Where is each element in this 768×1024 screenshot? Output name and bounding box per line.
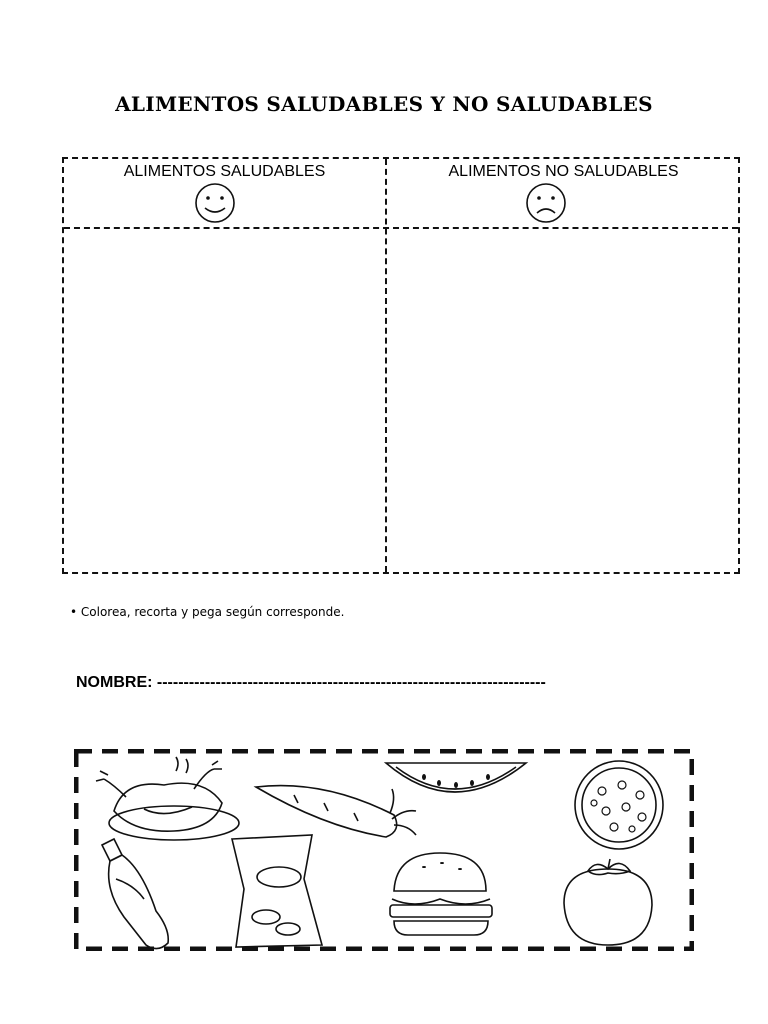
roast-chicken-icon: [96, 757, 239, 840]
unhealthy-drop-area: [387, 229, 738, 572]
instruction-text: • Colorea, recorta y pega según corresponde.: [70, 605, 345, 619]
unhealthy-column-header: ALIMENTOS NO SALUDABLES: [448, 163, 679, 180]
page-title: ALIMENTOS SALUDABLES Y NO SALUDABLES: [115, 92, 653, 116]
healthy-drop-area: [64, 229, 385, 572]
happy-face-icon: [192, 183, 238, 223]
name-field: NOMBRE: -------------------------------------------------------------------------: [76, 674, 546, 691]
healthy-column-header: ALIMENTOS SALUDABLES: [123, 163, 326, 180]
classification-table: [62, 157, 740, 574]
cutout-food-panel: [74, 749, 694, 951]
watermelon-slice-icon: [386, 763, 526, 792]
carrot-icon: [256, 786, 416, 837]
chips-bag-icon: [232, 835, 322, 947]
hamburger-icon: [390, 853, 492, 935]
sad-face-icon: [523, 183, 569, 223]
tomato-icon: [564, 859, 652, 945]
soda-bottle-icon: [102, 839, 168, 949]
pizza-icon: [575, 761, 663, 849]
